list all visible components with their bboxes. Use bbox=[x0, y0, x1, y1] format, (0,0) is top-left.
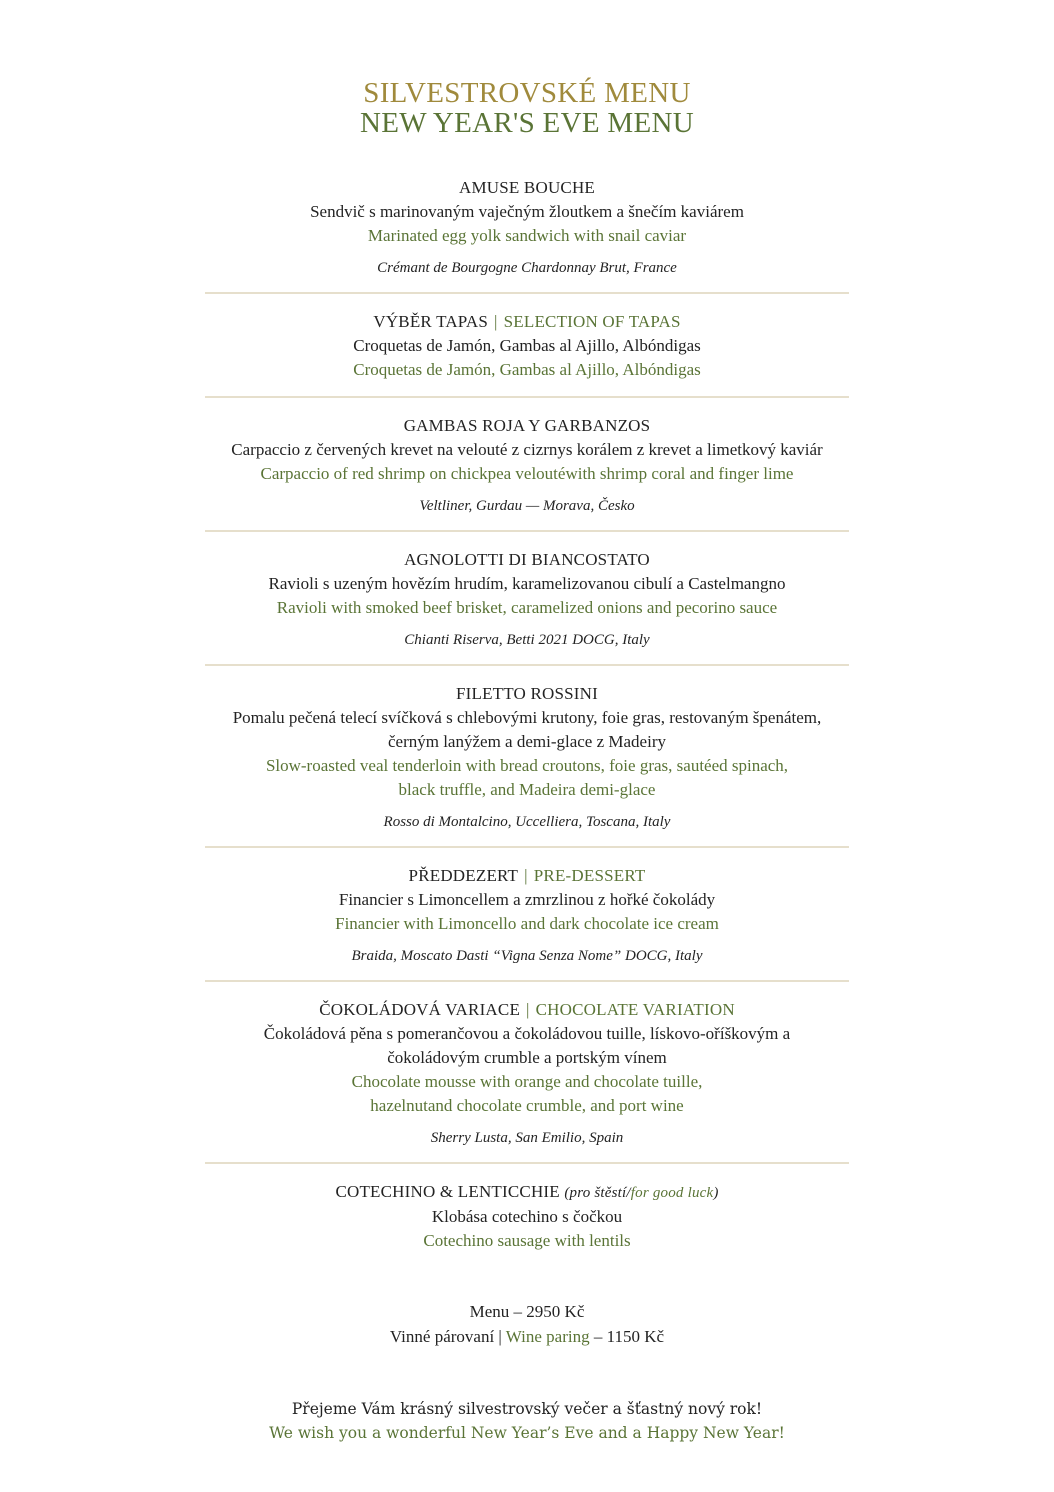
course-name-cz: AMUSE BOUCHE bbox=[458, 178, 596, 197]
course-name bbox=[205, 176, 849, 200]
course-name-cz: COTECHINO & LENTICCHIE bbox=[335, 1182, 560, 1201]
greeting-en: We wish you a wonderful New Year’s Eve and a Happy New Year! bbox=[269, 1424, 785, 1442]
divider bbox=[205, 396, 849, 398]
wine-pairing: Chianti Riserva, Betti 2021 DOCG, Italy bbox=[404, 632, 650, 648]
course-name-cz: PŘEDDEZERT bbox=[408, 866, 519, 885]
description-en-line1: Chocolate mousse with orange and chocolate tuille, bbox=[351, 1072, 703, 1091]
wine-pairing: Sherry Lusta, San Emilio, Spain bbox=[430, 1130, 624, 1146]
separator: | bbox=[524, 866, 528, 885]
divider bbox=[205, 1162, 849, 1164]
separator: | bbox=[494, 312, 498, 331]
greeting bbox=[0, 1397, 1054, 1445]
separator: | bbox=[526, 1000, 530, 1019]
course-name-cz: FILETTO ROSSINI bbox=[456, 684, 598, 703]
price-section bbox=[0, 1299, 1054, 1349]
divider bbox=[205, 980, 849, 982]
course-name bbox=[205, 864, 849, 888]
description-cz-line2: černým lanýžem a demi-glace z Madeiry bbox=[387, 732, 666, 751]
description-cz-line2: čokoládovým crumble a portským vínem bbox=[387, 1048, 667, 1067]
description-cz: Financier s Limoncellem a zmrzlinou z hořké čokolády bbox=[338, 890, 716, 909]
course-filetto-rossini bbox=[205, 682, 849, 846]
menu-title bbox=[0, 78, 1054, 138]
course-name bbox=[205, 998, 849, 1022]
description-cz: Croquetas de Jamón, Gambas al Ajillo, Albóndigas bbox=[353, 336, 701, 355]
description-cz-line1: Pomalu pečená telecí svíčková s chlebovými krutony, foie gras, restovaným špenátem, bbox=[232, 708, 822, 727]
course-name-en: SELECTION OF TAPAS bbox=[503, 312, 681, 331]
greeting-cz: Přejeme Vám krásný silvestrovský večer a šťastný nový rok! bbox=[291, 1400, 763, 1418]
description-en: Ravioli with smoked beef brisket, caramelized onions and pecorino sauce bbox=[276, 598, 778, 617]
description-cz: Ravioli s uzeným hovězím hrudím, karamelizovanou cibulí a Castelmangno bbox=[268, 574, 786, 593]
wine-pairing-amount: – 1150 Kč bbox=[589, 1327, 665, 1346]
note-close: ) bbox=[713, 1185, 719, 1201]
note-en: for good luck bbox=[630, 1185, 714, 1201]
course-name-en: PRE-DESSERT bbox=[533, 866, 646, 885]
course-name bbox=[205, 682, 849, 706]
course-amuse-bouche bbox=[205, 176, 849, 292]
good-luck-note bbox=[564, 1185, 718, 1201]
course-name-cz: AGNOLOTTI DI BIANCOSTATO bbox=[404, 550, 650, 569]
course-tapas bbox=[205, 310, 849, 396]
description-en-line2: hazelnutand chocolate crumble, and port wine bbox=[370, 1096, 684, 1115]
description-en: Cotechino sausage with lentils bbox=[423, 1231, 631, 1250]
wine-pairing-label-cz: Vinné párovaní | bbox=[389, 1327, 506, 1346]
description-cz: Sendvič s marinovaným vaječným žloutkem a šnečím kaviárem bbox=[310, 202, 744, 221]
note-cz: (pro štěstí/ bbox=[564, 1185, 631, 1201]
divider bbox=[205, 664, 849, 666]
course-agnolotti bbox=[205, 548, 849, 664]
course-chocolate-variation bbox=[205, 998, 849, 1162]
course-name bbox=[205, 310, 849, 334]
course-gambas bbox=[205, 414, 849, 530]
description-en: Croquetas de Jamón, Gambas al Ajillo, Albóndigas bbox=[353, 360, 701, 379]
menu-price: Menu – 2950 Kč bbox=[469, 1302, 585, 1321]
wine-pairing: Braida, Moscato Dasti “Vigna Senza Nome” DOCG, Italy bbox=[351, 948, 703, 964]
wine-pairing: Rosso di Montalcino, Uccelliera, Toscana, Italy bbox=[383, 814, 671, 830]
description-cz: Klobása cotechino s čočkou bbox=[431, 1207, 623, 1226]
wine-pairing-price bbox=[0, 1324, 1054, 1349]
wine-pairing: Veltliner, Gurdau — Morava, Česko bbox=[419, 498, 635, 514]
course-name-cz: ČOKOLÁDOVÁ VARIACE bbox=[319, 1000, 521, 1019]
divider bbox=[205, 292, 849, 294]
course-list bbox=[205, 176, 849, 1253]
course-name-cz: GAMBAS ROJA Y GARBANZOS bbox=[403, 416, 651, 435]
course-name bbox=[205, 1180, 849, 1205]
description-en-line2: black truffle, and Madeira demi-glace bbox=[398, 780, 656, 799]
course-cotechino bbox=[205, 1180, 849, 1253]
description-cz-line1: Čokoládová pěna s pomerančovou a čokoládovou tuille, lískovo-oříškovým a bbox=[263, 1024, 791, 1043]
divider bbox=[205, 846, 849, 848]
course-name bbox=[205, 414, 849, 438]
description-en: Marinated egg yolk sandwich with snail caviar bbox=[367, 226, 687, 245]
title-czech: SILVESTROVSKÉ MENU bbox=[363, 77, 691, 109]
description-en: Financier with Limoncello and dark chocolate ice cream bbox=[335, 914, 719, 933]
title-english: NEW YEAR'S EVE MENU bbox=[360, 107, 694, 139]
course-name-en: CHOCOLATE VARIATION bbox=[535, 1000, 735, 1019]
description-cz: Carpaccio z červených krevet na velouté z cizrnys korálem z krevet a limetkový kaviár bbox=[231, 440, 823, 459]
divider bbox=[205, 530, 849, 532]
course-pre-dessert bbox=[205, 864, 849, 980]
description-en-line1: Slow-roasted veal tenderloin with bread croutons, foie gras, sautéed spinach, bbox=[265, 756, 789, 775]
description-en: Carpaccio of red shrimp on chickpea veloutéwith shrimp coral and finger lime bbox=[260, 464, 794, 483]
course-name-cz: VÝBĚR TAPAS bbox=[373, 312, 489, 331]
wine-pairing-label-en: Wine paring bbox=[505, 1327, 590, 1346]
course-name bbox=[205, 548, 849, 572]
wine-pairing: Crémant de Bourgogne Chardonnay Brut, France bbox=[377, 260, 677, 276]
